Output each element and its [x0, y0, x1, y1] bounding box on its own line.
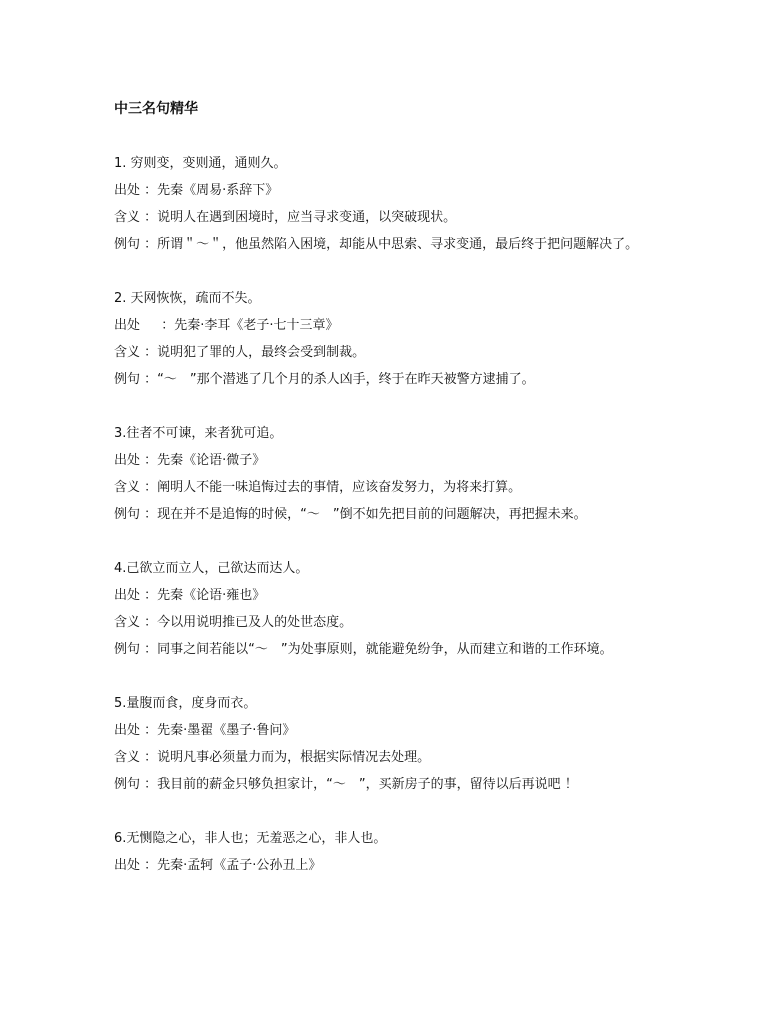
meaning-value: 阐明人不能一味追悔过去的事情，应该奋发努力，为将来打算。	[157, 480, 522, 495]
source-field	[114, 582, 674, 609]
source-value: 先秦·墨翟《墨子·鲁问》	[157, 723, 296, 738]
source-value: 先秦·孟轲《孟子·公孙丑上》	[157, 858, 322, 873]
example-field	[114, 366, 674, 393]
meaning-field	[114, 744, 674, 771]
quote-entry	[114, 420, 674, 528]
quote-entry	[114, 825, 674, 879]
quote-heading: 1. 穷则变，变则通，通则久。	[114, 156, 287, 171]
example-label: 例句 ：	[114, 237, 158, 252]
source-label: 出处 ：	[114, 858, 158, 873]
source-label: 出处 ：	[114, 723, 158, 738]
example-value: 现在并不是追悔的时候，“～ ”倒不如先把目前的问题解决，再把握未来。	[157, 507, 587, 522]
meaning-label: 含义 ：	[114, 210, 158, 225]
source-value: 先秦《论语·微子》	[157, 453, 266, 468]
quote-heading: 6.无恻隐之心，非人也；无羞恶之心，非人也。	[114, 831, 387, 846]
example-label: 例句 ：	[114, 372, 158, 387]
example-field	[114, 636, 674, 663]
source-label: 出处 ：	[114, 183, 158, 198]
example-field	[114, 771, 674, 798]
example-label: 例句 ：	[114, 507, 158, 522]
quote-heading: 5.量腹而食，度身而衣。	[114, 696, 257, 711]
quote-entry	[114, 555, 674, 663]
source-value: 先秦《论语·雍也》	[157, 588, 266, 603]
example-label: 例句 ：	[114, 777, 158, 792]
quote-entry	[114, 690, 674, 798]
meaning-label: 含义 ：	[114, 615, 158, 630]
meaning-label: 含义 ：	[114, 750, 158, 765]
meaning-field	[114, 204, 674, 231]
meaning-value: 说明犯了罪的人，最终会受到制裁。	[157, 345, 366, 360]
meaning-label: 含义 ：	[114, 345, 158, 360]
meaning-field	[114, 339, 674, 366]
source-field	[114, 717, 674, 744]
source-label: 出处 ：	[114, 318, 175, 333]
document-title: 中三名句精华	[114, 101, 198, 117]
example-field	[114, 501, 674, 528]
meaning-field	[114, 474, 674, 501]
meaning-label: 含义 ：	[114, 480, 158, 495]
example-value: 同事之间若能以“～ ”为处事原则，就能避免纷争，从而建立和谐的工作环境。	[157, 642, 613, 657]
quote-heading: 2. 天网恢恢，疏而不失。	[114, 291, 261, 306]
quote-entry	[114, 150, 674, 258]
example-value: 我目前的薪金只够负担家计，“～ ”，买新房子的事，留待以后再说吧 ！	[157, 777, 578, 792]
source-field	[114, 447, 674, 474]
source-label: 出处 ：	[114, 453, 158, 468]
quote-heading: 4.己欲立而立人，己欲达而达人。	[114, 561, 309, 576]
source-value: 先秦·李耳《老子·七十三章》	[174, 318, 339, 333]
document-page	[114, 96, 674, 906]
example-label: 例句 ：	[114, 642, 158, 657]
meaning-value: 说明凡事必须量力而为，根据实际情况去处理。	[157, 750, 431, 765]
source-field	[114, 177, 674, 204]
example-value: “～ ”那个潜逃了几个月的杀人凶手，终于在昨天被警方逮捕了。	[157, 372, 535, 387]
source-value: 先秦《周易·系辞下》	[157, 183, 279, 198]
source-label: 出处 ：	[114, 588, 158, 603]
source-field	[114, 312, 674, 339]
quote-entry	[114, 285, 674, 393]
meaning-field	[114, 609, 674, 636]
source-field	[114, 852, 674, 879]
example-field	[114, 231, 674, 258]
example-value: 所谓＂～＂，他虽然陷入困境，却能从中思索、寻求变通，最后终于把问题解决了。	[157, 237, 639, 252]
meaning-value: 今以用说明推已及人的处世态度。	[157, 615, 353, 630]
quote-heading: 3.往者不可谏，来者犹可追。	[114, 426, 283, 441]
meaning-value: 说明人在遇到困境时，应当寻求变通，以突破现状。	[157, 210, 457, 225]
